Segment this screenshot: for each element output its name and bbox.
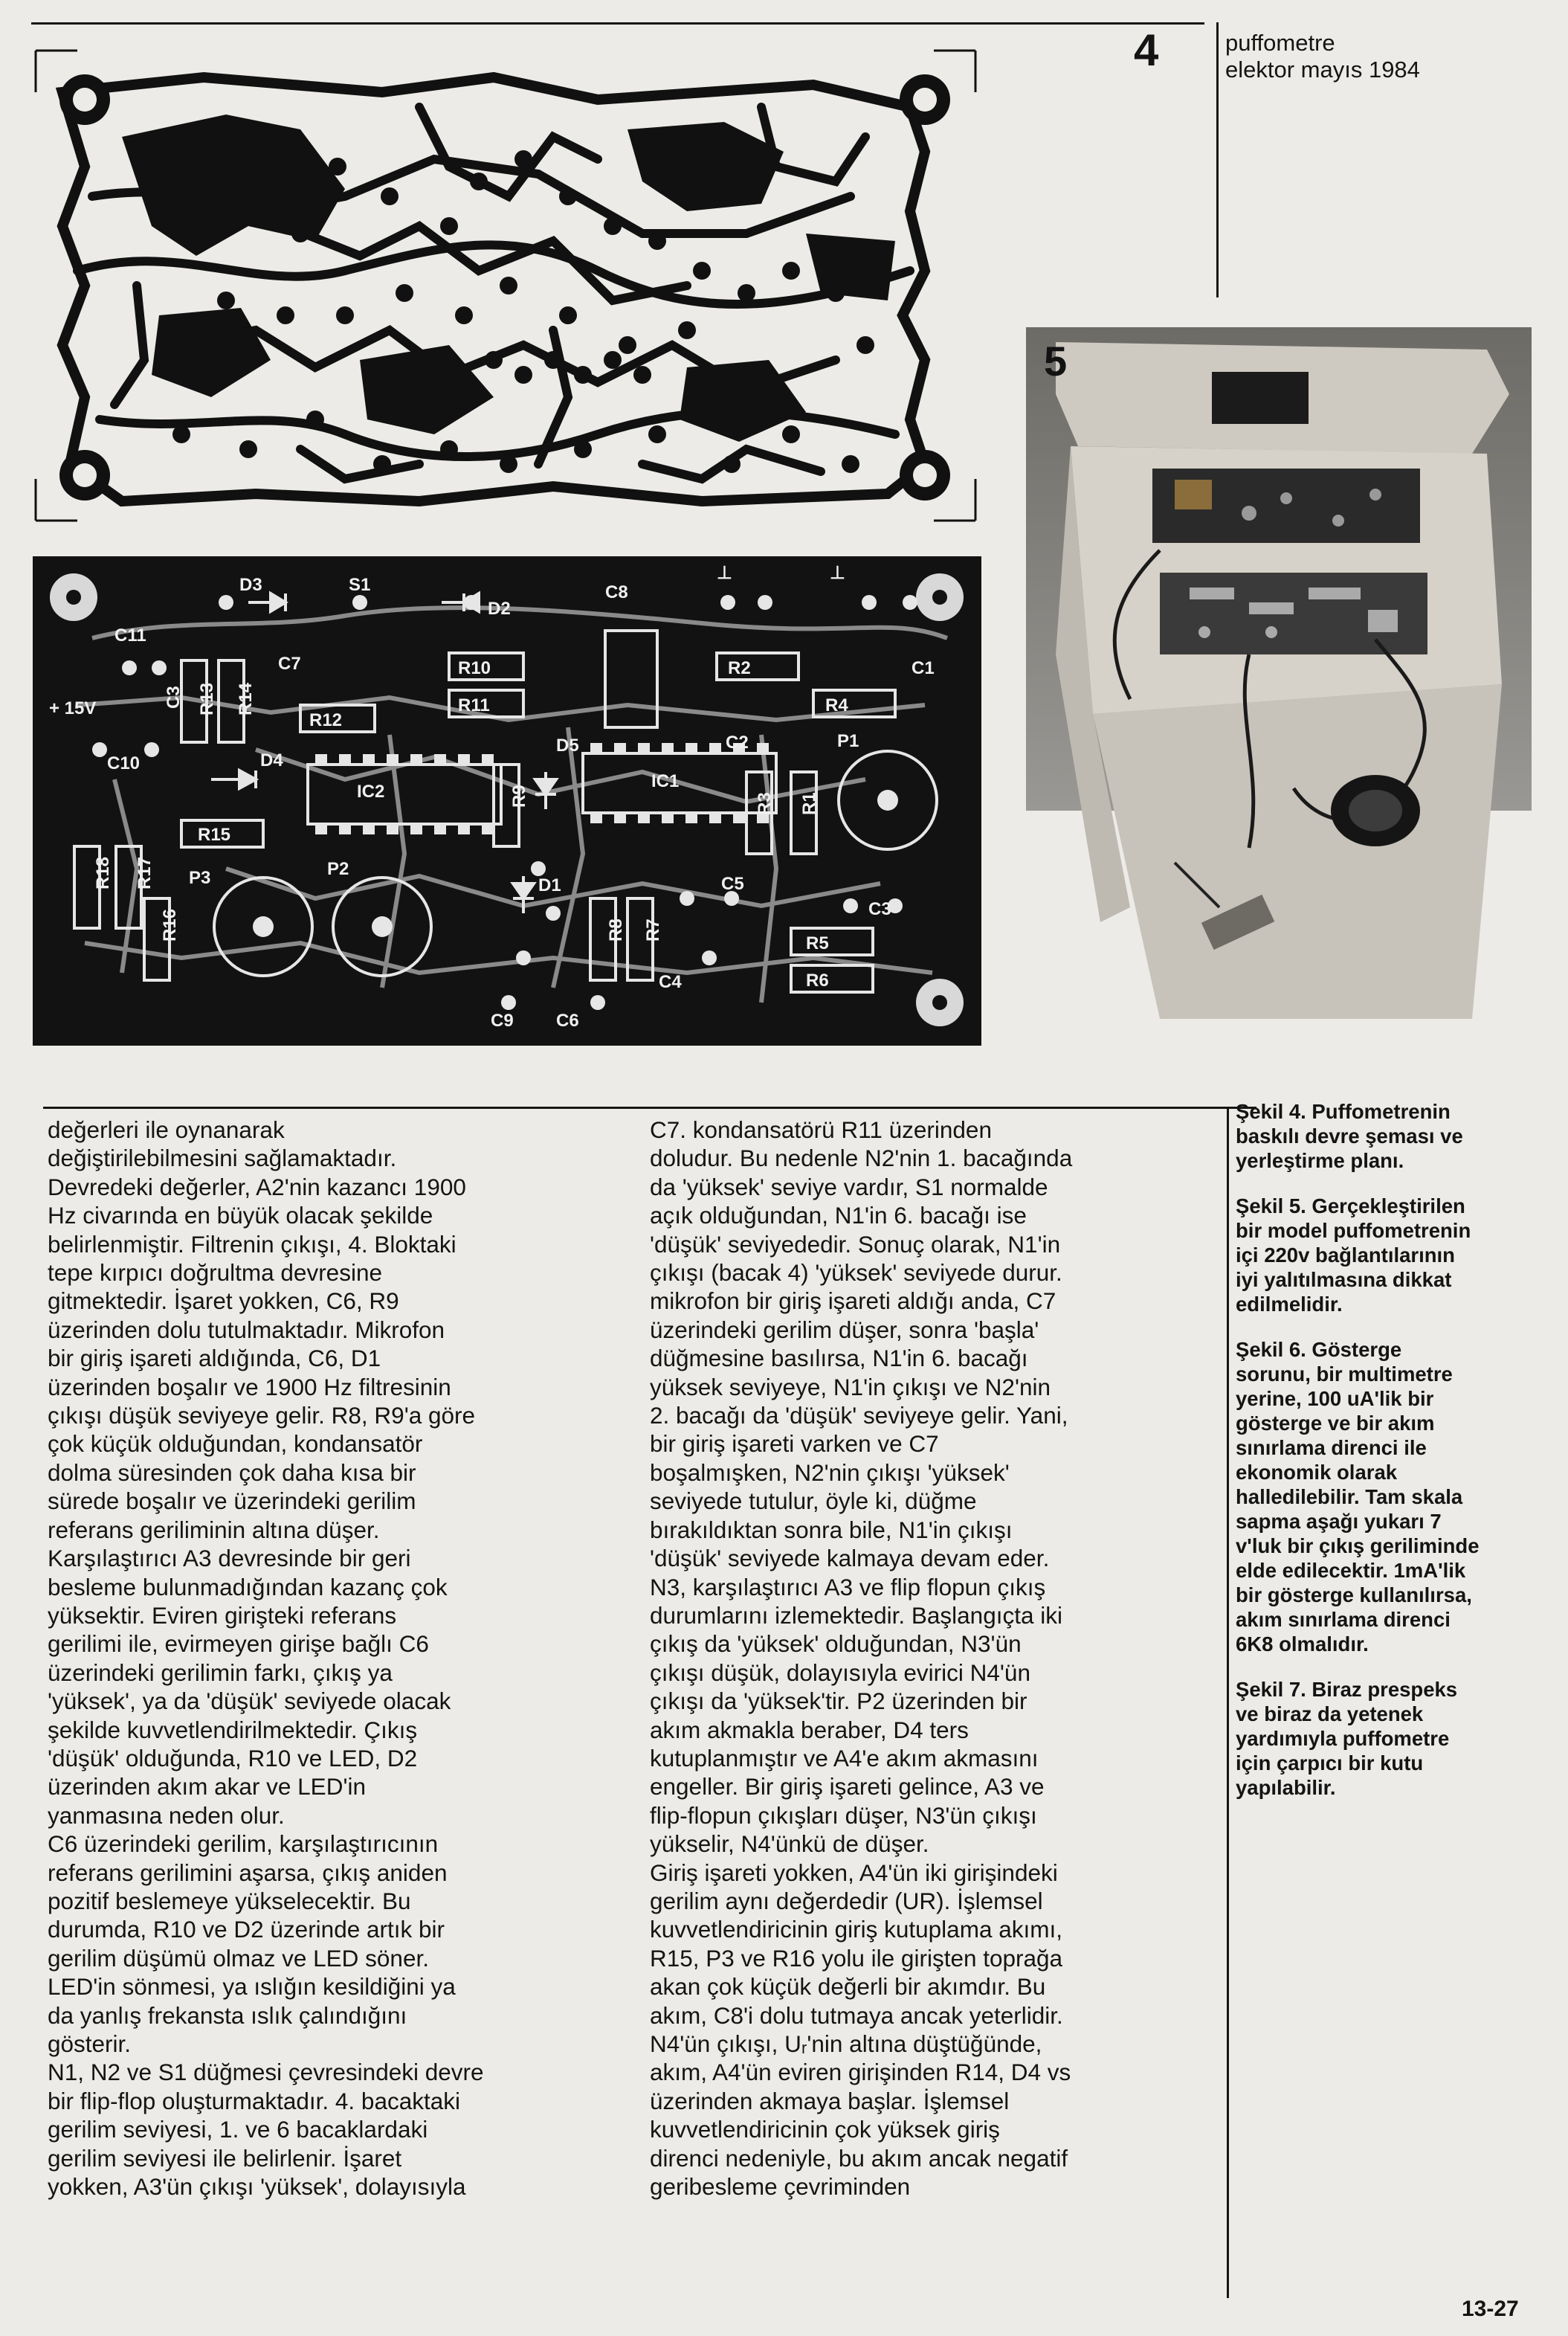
body-text-line: bir flip-flop oluşturmaktadır. 4. bacaktaki [48, 2087, 461, 2114]
pcb-label: R6 [806, 971, 829, 991]
body-text-line: akım, A4'ün eviren girişinden R14, D4 vs [650, 2059, 1071, 2086]
body-text-line: değerleri ile oynanarak [48, 1116, 285, 1143]
pcb-label: C11 [114, 625, 146, 646]
body-text-line: direnci nedeniyle, bu akım ancak negatif [650, 2144, 1068, 2172]
pcb-label: C9 [491, 1011, 514, 1031]
body-text-line: gerilim düşümü olmaz ve LED söner. [48, 1944, 429, 1972]
body-text-line: dolma süresinden çok daha kısa bir [48, 1458, 416, 1486]
body-text-line: Hz civarında en büyük olacak şekilde [48, 1202, 433, 1229]
pcb-label: D1 [538, 875, 561, 895]
body-text-line: yokken, A3'ün çıkışı 'yüksek', dolayısıyla [48, 2173, 466, 2201]
pcb-label: IC1 [651, 771, 680, 791]
body-text-line: kutuplanmıştır ve A4'e akım akmasını [650, 1744, 1039, 1772]
body-text-line: tepe kırpıcı doğrultma devresine [48, 1259, 382, 1287]
body-text-line: flip-flopun çıkışları düşer, N3'ün çıkışı [650, 1801, 1037, 1829]
caption-figure-7: Şekil 7. Biraz prespeks ve biraz da yetenek yardımıyla puffometre için çarpıcı bir kutu yapılabilir. [1236, 1678, 1458, 1799]
figure-captions [1236, 1099, 1481, 1821]
pcb-label: R11 [458, 695, 490, 715]
pcb-label: R17 [135, 856, 155, 889]
body-text-line: bırakıldıktan sonra bile, N1'in çıkışı [650, 1516, 1013, 1543]
body-text-line: üzerinden dolu tutulmaktadır. Mikrofon [48, 1316, 445, 1343]
pcb-label: C6 [556, 1011, 579, 1031]
body-text-line: engeller. Bir giriş işareti gelince, A3 ve [650, 1773, 1045, 1801]
pcb-label: C1 [912, 658, 935, 678]
body-text-line: akım akmakla beraber, D4 ters [650, 1716, 969, 1743]
body-text-line: seviyede tutulur, öyle ki, düğme [650, 1487, 977, 1515]
caption-column-rule [1227, 1107, 1229, 2298]
pcb-label: C3 [164, 686, 184, 709]
body-text-line: C7. kondansatörü R11 üzerinden [650, 1116, 992, 1143]
body-text-line: gerilimi ile, evirmeyen girişe bağlı C6 [48, 1630, 429, 1658]
body-text-line: bir giriş işareti aldığında, C6, D1 [48, 1345, 381, 1372]
pcb-label: P2 [327, 859, 349, 879]
body-text-line: kuvvetlendiricinin giriş kutuplama akımı, [650, 1916, 1062, 1943]
pcb-label: C7 [278, 654, 301, 674]
body-text-line: üzerindeki gerilimin farkı, çıkış ya [48, 1658, 393, 1686]
body-text-line: C6 üzerindeki gerilim, karşılaştırıcının [48, 1830, 439, 1858]
body-text-line: çıkışı düşük seviyeye gelir. R8, R9'a göre [48, 1402, 476, 1429]
body-text-line: gitmektedir. İşaret yokken, C6, R9 [48, 1287, 399, 1315]
body-text-line: üzerinden akım akar ve LED'in [48, 1773, 366, 1801]
body-text-line: 2. bacağı da 'düşük' seviyeye gelir. Yani, [650, 1402, 1068, 1429]
body-text-line: yükselir, N4'ünkü de düşer. [650, 1830, 929, 1858]
caption-figure-5: Şekil 5. Gerçekleştirilen bir model puffometrenin içi 220v bağlantılarının iyi yalıtılmasına dikkat edilmelidir. [1236, 1194, 1471, 1316]
body-text-line: çıkışı (bacak 4) 'yüksek' seviyede durur. [650, 1259, 1062, 1287]
body-text-line: durumda, R10 ve D2 üzerinde artık bir [48, 1916, 445, 1943]
body-text-line: gösterir. [48, 2030, 132, 2057]
body-text-line: çıkış da 'yüksek' olduğundan, N3'ün [650, 1630, 1022, 1658]
pcb-label: R12 [309, 710, 343, 730]
pcb-label: D4 [260, 750, 283, 770]
journal-title: puffometre [1225, 30, 1335, 56]
pcb-label: C2 [726, 733, 749, 753]
body-text-line: LED'in sönmesi, ya ıslığın kesildiğini ya [48, 1973, 456, 2001]
header-vertical-rule [1216, 22, 1219, 297]
body-text-line: da yanlış frekansta ıslık çalındığını [48, 2001, 407, 2029]
caption-figure-4: Şekil 4. Puffometrenin baskılı devre şeması ve yerleştirme planı. [1236, 1100, 1463, 1172]
pcb-label: P3 [189, 868, 211, 888]
body-text-line: akan çok küçük değerli bir akımdır. Bu [650, 1973, 1046, 2001]
body-text-line: R15, P3 ve R16 yolu ile girişten toprağa [650, 1944, 1063, 1972]
body-text-line: yanmasına neden olur. [48, 1801, 285, 1829]
body-text-line: mikrofon bir giriş işareti aldığı anda, C7 [650, 1287, 1056, 1315]
body-text-line: referans geriliminin altına düşer. [48, 1516, 380, 1543]
body-text-line: 'yüksek', ya da 'düşük' seviyede olacak [48, 1687, 451, 1715]
body-text-line: yüksek seviyeye, N1'in çıkışı ve N2'nin [650, 1373, 1051, 1400]
pcb-label: R15 [198, 825, 231, 845]
body-text-line: çıkışı da 'yüksek'tir. P2 üzerinden bir [650, 1687, 1027, 1715]
pcb-label: R1 [799, 792, 819, 815]
body-text-line: 'düşük' seviyede kalmaya devam eder. [650, 1545, 1050, 1572]
body-text-line: değiştirilebilmesini sağlamaktadır. [48, 1145, 397, 1172]
body-text-line: Giriş işareti yokken, A4'ün iki girişindeki [650, 1859, 1058, 1886]
photo-figure-5 [1026, 327, 1532, 1019]
journal-issue: elektor mayıs 1984 [1225, 57, 1420, 83]
body-text-line: durumlarını izlemektedir. Başlangıçta iki [650, 1601, 1062, 1629]
body-text-line: kuvvetlendiricinin çok yüksek giriş [650, 2116, 1000, 2143]
body-text-line: N4'ün çıkışı, Uᵣ'nin altına düştüğünde, [650, 2030, 1042, 2057]
pcb-label: ⊥ [830, 563, 845, 583]
body-text-line: akım, C8'i dolu tutmaya ancak yeterlidir. [650, 2001, 1063, 2029]
pcb-label: C5 [721, 874, 744, 894]
body-text-line: Devredeki değerler, A2'nin kazancı 1900 [48, 1173, 466, 1200]
pcb-label: P1 [837, 731, 859, 751]
header-rule [31, 22, 1204, 25]
body-text-line: gerilim aynı değerdedir (UR). İşlemsel [650, 1887, 1043, 1914]
pcb-label: D2 [488, 599, 511, 619]
pcb-label: R10 [458, 658, 491, 678]
body-text-line: gerilim seviyesi ile belirlenir. İşaret [48, 2144, 402, 2172]
body-text-line: Karşılaştırıcı A3 devresinde bir geri [48, 1545, 411, 1572]
body-text-line: üzerinden boşalır ve 1900 Hz filtresinin [48, 1373, 451, 1400]
pcb-label: R8 [606, 918, 626, 942]
body-text-line: 'düşük' seviyededir. Sonuç olarak, N1'in [650, 1230, 1061, 1258]
pcb-label: C3 [868, 899, 891, 919]
body-column-middle [650, 1116, 1222, 2201]
body-text-line: düğmesine basılırsa, N1'in 6. bacağı [650, 1345, 1028, 1372]
body-column-left [48, 1116, 642, 2201]
page-number: 4 [1134, 25, 1159, 75]
pcb-copper-layout-figure [33, 48, 978, 524]
pcb-label: IC2 [357, 782, 385, 802]
pcb-label: + 15V [49, 698, 97, 718]
pcb-label: R4 [825, 695, 848, 715]
body-text-line: N1, N2 ve S1 düğmesi çevresindeki devre [48, 2059, 484, 2086]
pcb-label: R2 [728, 658, 751, 678]
pcb-label: S1 [349, 575, 371, 595]
pcb-label: R9 [509, 785, 529, 808]
body-text-line: da 'yüksek' seviye vardır, S1 normalde [650, 1173, 1048, 1200]
caption-figure-6: Şekil 6. Gösterge sorunu, bir multimetre yerine, 100 uA'lik bir gösterge ve bir akım sınırlama direnci ile ekonomik olarak halledilebilir. Tam skala sapma aşağı yukarı 7 v'luk bir çıkış geriliminde elde edilecektir. 1mA'lik bir gösterge kullanılırsa, akım sınırlama direnci 6K8 olmalıdır. [1236, 1338, 1480, 1656]
body-text-line: pozitif beslemeye yükselecektir. Bu [48, 1887, 411, 1914]
body-text-line: boşalmışken, N2'nin çıkışı 'yüksek' [650, 1458, 1010, 1486]
pcb-label: D5 [556, 736, 579, 756]
pcb-label: R5 [806, 933, 829, 953]
pcb-label: C4 [659, 972, 682, 992]
pcb-label: R16 [160, 908, 180, 942]
body-text-line: üzerinden akmaya başlar. İşlemsel [650, 2087, 1010, 2114]
body-text-line: çok küçük olduğundan, kondansatör [48, 1430, 423, 1458]
body-text-line: belirlenmiştir. Filtrenin çıkışı, 4. Bloktaki [48, 1230, 456, 1258]
pcb-label: R7 [643, 918, 663, 942]
body-text-line: N3, karşılaştırıcı A3 ve flip flopun çıkış [650, 1573, 1046, 1600]
section-rule [43, 1107, 1256, 1109]
body-text-line: gerilim seviyesi, 1. ve 6 bacaklardaki [48, 2116, 428, 2143]
body-text-line: sürede boşalır ve üzerindeki gerilim [48, 1487, 416, 1515]
body-text-line: referans gerilimini aşarsa, çıkış aniden [48, 1859, 448, 1886]
pcb-component-overlay-figure [33, 556, 981, 1046]
body-text-line: yüksektir. Eviren girişteki referans [48, 1601, 397, 1629]
body-text-line: açık olduğundan, N1'in 6. bacağı ise [650, 1202, 1027, 1229]
figure-5-number: 5 [1044, 338, 1068, 384]
pcb-label: C8 [605, 582, 628, 602]
pcb-label: ⊥ [717, 563, 732, 583]
body-text-line: geribesleme çevriminden [650, 2173, 911, 2201]
page-folio: 13-27 [1462, 2297, 1519, 2321]
body-text-line: çıkışı düşük, dolayısıyla evirici N4'ün [650, 1658, 1030, 1686]
pcb-label: R18 [93, 856, 113, 889]
body-text-line: besleme bulunmadığından kazanç çok [48, 1573, 448, 1600]
body-text-line: bir giriş işareti varken ve C7 [650, 1430, 939, 1458]
pcb-label: R3 [755, 792, 775, 815]
body-text-line: 'düşük' olduğunda, R10 ve LED, D2 [48, 1744, 418, 1772]
pcb-label: R13 [197, 682, 217, 715]
pcb-label: C10 [107, 753, 141, 773]
pcb-label: R14 [236, 682, 256, 715]
pcb-label: D3 [239, 575, 262, 595]
body-text-line: üzerindeki gerilim düşer, sonra 'başla' [650, 1316, 1039, 1343]
body-text-line: doludur. Bu nedenle N2'nin 1. bacağında [650, 1145, 1073, 1172]
body-text-line: şekilde kuvvetlendirilmektedir. Çıkış [48, 1716, 418, 1743]
